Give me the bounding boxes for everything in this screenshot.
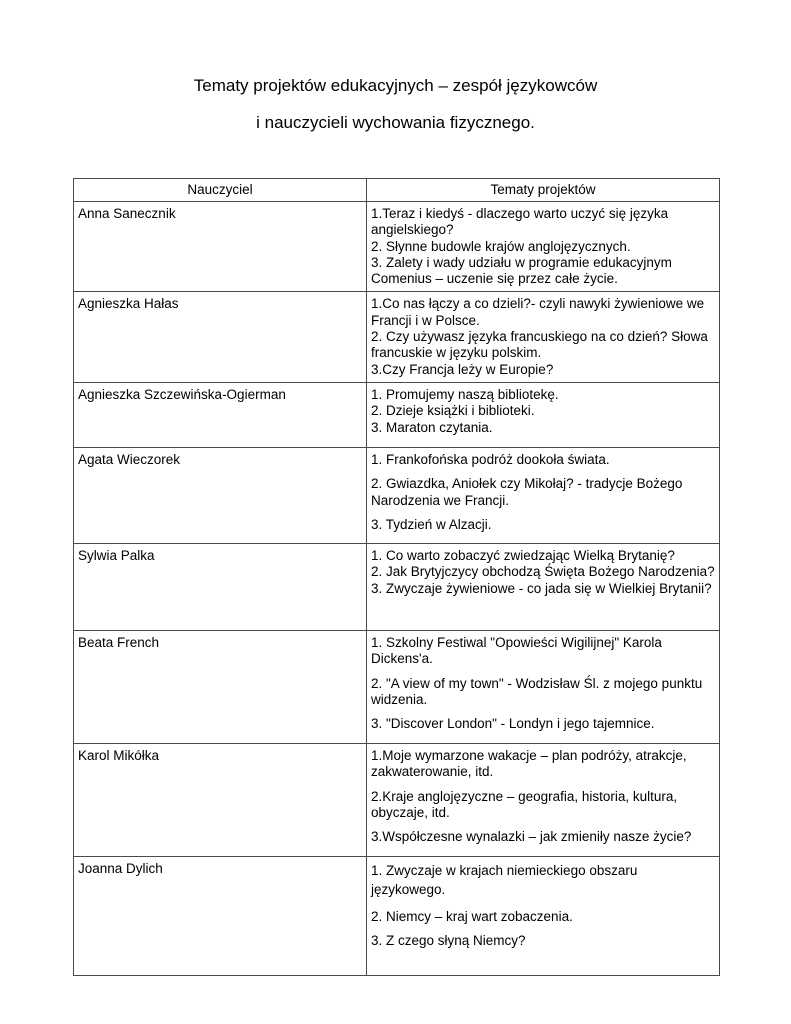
- topic-item: 1. Zwyczaje w krajach niemieckiego obszaru językowego.: [371, 862, 638, 897]
- topic-item: 1. Co warto zobaczyć zwiedzając Wielką Brytanię?: [371, 547, 675, 563]
- teacher-name: Agata Wieczorek: [74, 447, 367, 543]
- teacher-name: Joanna Dylich: [74, 856, 367, 975]
- teacher-name: Karol Mikółka: [74, 743, 367, 856]
- topic-item: 3. Maraton czytania.: [371, 419, 493, 435]
- topics-cell: [367, 630, 720, 743]
- table-row: [74, 630, 720, 743]
- teacher-name: Anna Sanecznik: [74, 202, 367, 292]
- topic-item: 2. Słynne budowle krajów anglojęzycznych.: [371, 238, 631, 254]
- topics-cell: [367, 543, 720, 630]
- table-row: [74, 382, 720, 447]
- topic-item: 2. Niemcy – kraj wart zobaczenia.: [371, 908, 573, 924]
- topic-item: 1. Szkolny Festiwal "Opowieści Wigilijnej" Karola Dickens'a.: [371, 634, 662, 667]
- projects-table: [73, 178, 720, 976]
- topic-item: 3. Zwyczaje żywieniowe - co jada się w Wielkiej Brytanii?: [371, 580, 712, 596]
- topics-cell: [367, 856, 720, 975]
- document-title-line-2: i nauczycieli wychowania fizycznego.: [256, 113, 535, 132]
- topic-item: 2. "A view of my town" - Wodzisław Śl. z mojego punktu widzenia.: [371, 675, 703, 707]
- topic-item: 2. Dzieje książki i biblioteki.: [371, 403, 535, 419]
- topic-item: 3. Z czego słyną Niemcy?: [371, 933, 526, 949]
- topic-item: 1.Co nas łączy a co dzieli?- czyli nawyki żywieniowe we Francji i w Polsce.: [371, 296, 705, 328]
- topics-cell: [367, 382, 720, 447]
- table-row: [74, 543, 720, 630]
- teacher-name: Agnieszka Hałas: [74, 292, 367, 382]
- topics-cell: [367, 447, 720, 543]
- table-row: [74, 292, 720, 382]
- topic-item: 3.Czy Francja leży w Europie?: [371, 361, 554, 377]
- topic-item: 1. Frankofońska podróż dookoła świata.: [371, 451, 610, 467]
- topic-item: 1.Moje wymarzone wakacje – plan podróży, atrakcje, zakwaterowanie, itd.: [371, 747, 687, 780]
- topics-cell: [367, 202, 720, 292]
- topics-cell: [367, 743, 720, 856]
- column-header-topics: Tematy projektów: [367, 179, 720, 202]
- teacher-name: Agnieszka Szczewińska-Ogierman: [74, 382, 367, 447]
- topic-item: 1. Promujemy naszą bibliotekę.: [371, 386, 559, 402]
- topic-item: 3.Współczesne wynalazki – jak zmieniły nasze życie?: [371, 829, 692, 845]
- table-row: [74, 856, 720, 975]
- teacher-name: Beata French: [74, 630, 367, 743]
- table-row: [74, 202, 720, 292]
- topic-item: 3. Zalety i wady udziału w programie edukacyjnym Comenius – uczenie się przez całe życie.: [371, 254, 672, 287]
- document-title-line-1: Tematy projektów edukacyjnych – zespół językowców: [193, 76, 598, 95]
- topic-item: 2.Kraje anglojęzyczne – geografia, historia, kultura, obyczaje, itd.: [371, 788, 678, 820]
- table-row: [74, 447, 720, 543]
- topics-cell: [367, 292, 720, 382]
- column-header-teacher: Nauczyciel: [74, 179, 367, 202]
- table-row: [74, 743, 720, 856]
- topic-item: 3. Tydzień w Alzacji.: [371, 516, 492, 532]
- topic-item: 2. Czy używasz języka francuskiego na co dzień? Słowa francuskie w języku polskim.: [371, 329, 708, 361]
- teacher-name: Sylwia Palka: [74, 543, 367, 630]
- table-header-row: [74, 179, 720, 202]
- topic-item: 3. "Discover London" - Londyn i jego tajemnice.: [371, 716, 655, 732]
- topic-item: 1.Teraz i kiedyś - dlaczego warto uczyć się języka angielskiego?: [371, 206, 669, 238]
- topic-item: 2. Jak Brytyjczycy obchodzą Święta Bożego Narodzenia?: [371, 564, 715, 580]
- topic-item: 2. Gwiazdka, Aniołek czy Mikołaj? - tradycje Bożego Narodzenia we Francji.: [371, 476, 683, 508]
